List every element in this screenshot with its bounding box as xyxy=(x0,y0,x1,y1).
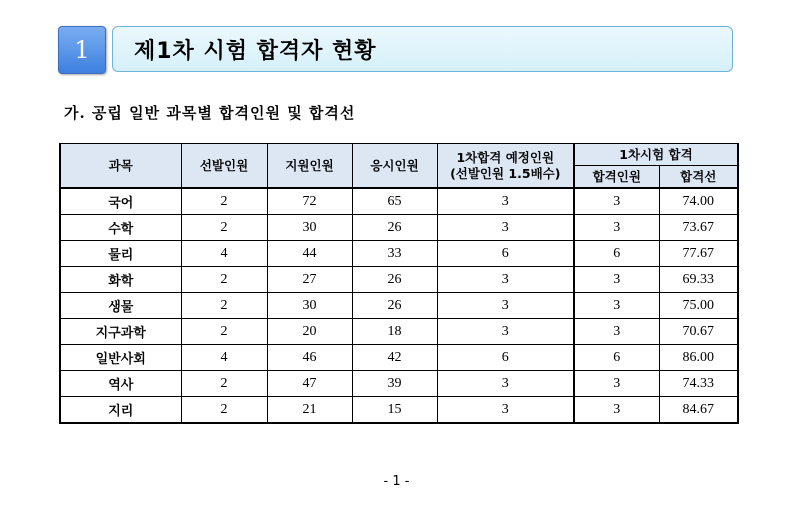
table-row xyxy=(60,241,738,267)
page-title: 제1차 시험 합격자 현황 xyxy=(112,26,733,72)
cell-selection: 2 xyxy=(181,215,267,241)
header-selection: 선발인원 xyxy=(181,144,267,189)
cell-selection: 2 xyxy=(181,293,267,319)
table-row xyxy=(60,319,738,345)
cell-examinees: 18 xyxy=(352,319,437,345)
cell-applicants: 47 xyxy=(267,371,352,397)
cell-subject: 물리 xyxy=(60,241,181,267)
header-subject: 과목 xyxy=(60,144,181,189)
cell-passed: 6 xyxy=(574,241,659,267)
section-subtitle: 가. 공립 일반 과목별 합격인원 및 합격선 xyxy=(64,104,356,122)
cell-planned: 6 xyxy=(437,241,574,267)
cell-subject: 지리 xyxy=(60,397,181,424)
cell-passed: 3 xyxy=(574,267,659,293)
cell-selection: 4 xyxy=(181,241,267,267)
section-header xyxy=(58,26,735,74)
header-planned-line2: (선발인원 1.5배수) xyxy=(450,165,561,181)
cell-planned: 3 xyxy=(437,319,574,345)
cell-passed: 3 xyxy=(574,293,659,319)
cell-cutoff: 84.67 xyxy=(659,397,738,424)
cell-examinees: 26 xyxy=(352,215,437,241)
cell-planned: 3 xyxy=(437,371,574,397)
cell-examinees: 33 xyxy=(352,241,437,267)
cell-applicants: 72 xyxy=(267,188,352,215)
cell-cutoff: 73.67 xyxy=(659,215,738,241)
cell-applicants: 20 xyxy=(267,319,352,345)
cell-subject: 국어 xyxy=(60,188,181,215)
cell-selection: 2 xyxy=(181,397,267,424)
cell-cutoff: 70.67 xyxy=(659,319,738,345)
table-row xyxy=(60,188,738,215)
cell-cutoff: 74.00 xyxy=(659,188,738,215)
table-row xyxy=(60,267,738,293)
table-row xyxy=(60,345,738,371)
cell-passed: 3 xyxy=(574,215,659,241)
cell-selection: 4 xyxy=(181,345,267,371)
cell-examinees: 15 xyxy=(352,397,437,424)
cell-subject: 화학 xyxy=(60,267,181,293)
cell-planned: 6 xyxy=(437,345,574,371)
cell-applicants: 27 xyxy=(267,267,352,293)
cell-selection: 2 xyxy=(181,188,267,215)
table-row xyxy=(60,215,738,241)
cell-applicants: 44 xyxy=(267,241,352,267)
cell-subject: 역사 xyxy=(60,371,181,397)
cell-subject: 생물 xyxy=(60,293,181,319)
results-table xyxy=(59,143,739,424)
cell-cutoff: 75.00 xyxy=(659,293,738,319)
section-number-badge: 1 xyxy=(58,26,106,74)
cell-passed: 6 xyxy=(574,345,659,371)
cell-subject: 지구과학 xyxy=(60,319,181,345)
cell-selection: 2 xyxy=(181,267,267,293)
cell-passed: 3 xyxy=(574,371,659,397)
cell-examinees: 39 xyxy=(352,371,437,397)
header-applicants: 지원인원 xyxy=(267,144,352,189)
header-planned xyxy=(437,144,574,189)
header-passed: 합격인원 xyxy=(574,166,659,189)
cell-selection: 2 xyxy=(181,371,267,397)
cell-planned: 3 xyxy=(437,188,574,215)
cell-cutoff: 77.67 xyxy=(659,241,738,267)
cell-examinees: 65 xyxy=(352,188,437,215)
table-row xyxy=(60,371,738,397)
cell-examinees: 26 xyxy=(352,293,437,319)
cell-subject: 수학 xyxy=(60,215,181,241)
table-body xyxy=(60,188,738,423)
cell-applicants: 46 xyxy=(267,345,352,371)
table-row xyxy=(60,397,738,424)
cell-cutoff: 69.33 xyxy=(659,267,738,293)
cell-planned: 3 xyxy=(437,267,574,293)
cell-applicants: 21 xyxy=(267,397,352,424)
cell-planned: 3 xyxy=(437,215,574,241)
cell-examinees: 26 xyxy=(352,267,437,293)
cell-cutoff: 74.33 xyxy=(659,371,738,397)
cell-subject: 일반사회 xyxy=(60,345,181,371)
cell-selection: 2 xyxy=(181,319,267,345)
cell-passed: 3 xyxy=(574,397,659,424)
header-cutoff: 합격선 xyxy=(659,166,738,189)
cell-passed: 3 xyxy=(574,319,659,345)
header-planned-line1: 1차합격 예정인원 xyxy=(456,149,555,165)
cell-applicants: 30 xyxy=(267,293,352,319)
cell-applicants: 30 xyxy=(267,215,352,241)
cell-cutoff: 86.00 xyxy=(659,345,738,371)
cell-examinees: 42 xyxy=(352,345,437,371)
cell-planned: 3 xyxy=(437,397,574,424)
header-first-exam: 1차시험 합격 xyxy=(574,144,738,166)
table-row xyxy=(60,293,738,319)
page-number: - 1 - xyxy=(383,474,410,489)
cell-passed: 3 xyxy=(574,188,659,215)
cell-planned: 3 xyxy=(437,293,574,319)
header-examinees: 응시인원 xyxy=(352,144,437,189)
